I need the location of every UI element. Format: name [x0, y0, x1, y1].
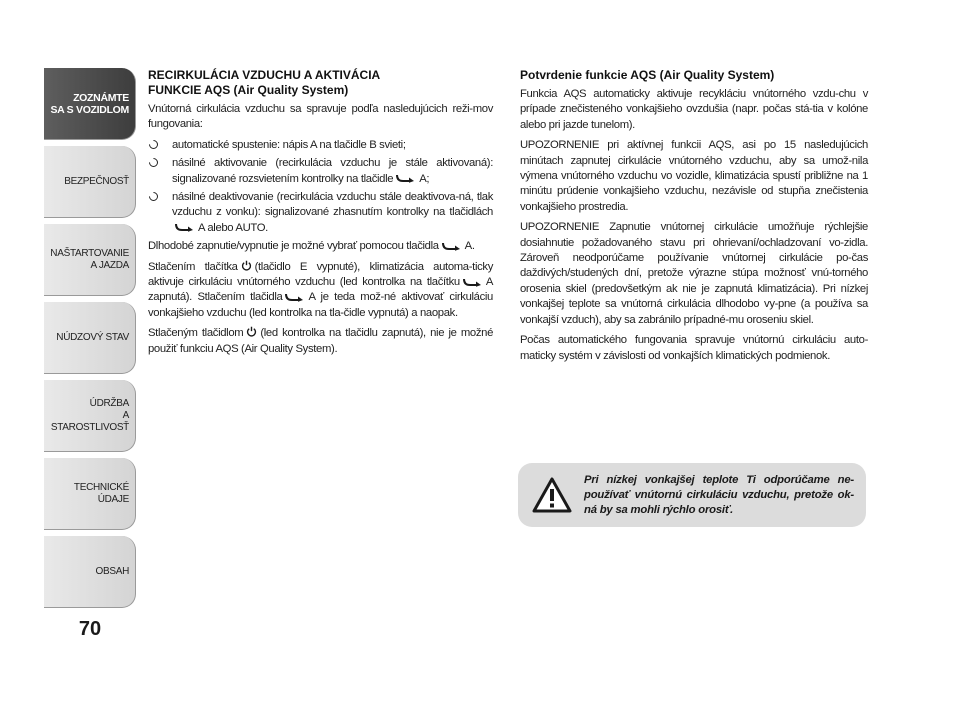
section-heading-aqs: Potvrdenie funkcie AQS (Air Quality System): [520, 68, 775, 82]
bullet-text-end: A;: [419, 172, 430, 185]
aqs-disabled-paragraph: [148, 326, 493, 357]
paragraph-text: A zapnutá). Stlačením tlačidla: [148, 276, 493, 304]
paragraph-text: Dlhodobé zapnutie/vypnutie je možné vybrať pomocou tlačidla: [148, 240, 439, 253]
paragraph-text-end: (led kontrolka na tlačidlu zapnutá), nie je možné použiť funkciu AQS (Air Quality System).: [148, 327, 494, 355]
bullet-icon: [147, 190, 160, 203]
page-number: 70: [78, 618, 102, 640]
mode-list: [148, 138, 493, 236]
paragraph-text-end: A je teda mož-né aktivovať cirkuláciu vonkajšieho vzduchu (led kontrolka na tla-čidle vypnutá) a naopak.: [148, 291, 493, 319]
warning-triangle-icon: [532, 477, 572, 513]
long-term-paragraph: [148, 239, 493, 254]
list-item: [148, 156, 493, 187]
recirculation-icon: [285, 293, 305, 302]
bullet-text: násilné deaktivovanie (recirkulácia vzduchu stále deaktivova-ná, tlak vzduchu z vonku): signalizované zhasnutím kontrolky na tlačidlách: [172, 191, 493, 219]
paragraph-text: (tlačidlo E vypnuté), klimatizácia automa-ticky aktivuje cirkuláciu vnútorného vzduchu (led kontrolka na tlačítku: [148, 260, 493, 289]
paragraph-text-end: A.: [464, 240, 475, 253]
power-icon: [241, 260, 252, 271]
list-item: [148, 190, 493, 236]
heading-line-1: RECIRKULÁCIA VZDUCHU A AKTIVÁCIA: [148, 68, 381, 82]
tab-nudzovy-stav[interactable]: NÚDZOVÝ STAV: [44, 302, 136, 374]
recirculation-icon: [396, 174, 416, 183]
heading-line-2: FUNKCIE AQS (Air Quality System): [148, 83, 349, 97]
bullet-text: násilné aktivovanie (recirkulácia vzduchu je stále aktivovaná): signalizované rozsvietením kontrolky na tlačidle: [172, 157, 493, 185]
recirculation-icon: [442, 242, 462, 251]
bullet-text-end: A alebo AUTO.: [198, 221, 268, 234]
warning-box: [518, 463, 866, 527]
left-column: [148, 68, 493, 362]
tab-bezpecnost[interactable]: BEZPEČNOSŤ: [44, 146, 136, 218]
bullet-icon: [147, 156, 160, 169]
tab-obsah[interactable]: OBSAH: [44, 536, 136, 608]
aqs-paragraph-3: UPOZORNENIE Zapnutie vnútornej cirkulácie umožňuje rýchlejšie dosiahnutie požadovaného stavu pri ohrievaní/ochladzovaní vo-zidla. Zároveň neodporúčame používanie vnútornej cirkulácie po-čas daždivých/studených dní, pretože výrazne stúpa možnosť vnú-torného orosenia skiel (predovšetkým ak nie je zapnutá klimatizácia). Pri nízkej vonkajšej teplote sa vnútorná cirkulácia dlhodobo vy-pne (a používa sa vonkajší vzduch), aby sa zabránilo prípadné-mu oroseniu skiel.: [520, 221, 868, 326]
aqs-paragraph-2: UPOZORNENIE pri aktívnej funkcii AQS, asi po 15 nasledujúcich minútach zapnutej cirkulácie vnútorného vzduchu, aby sa umož-nila výmena vnútorného vzduchu vo vozidle, klimatizácia spustí približne na 1 minútu prúdenie vonkajšieho vzduchu, nezávisle od stupňa znečistenia vonkajšieho prostredia.: [520, 139, 868, 213]
aqs-paragraph-4: Počas automatického fungovania spravuje vnútornú cirkuláciu auto-maticky systém v závislosti od vonkajších klimatických podmienok.: [520, 334, 868, 362]
recirculation-icon: [175, 223, 195, 232]
section-heading-recirculation: [148, 68, 493, 98]
right-column: [520, 68, 868, 369]
intro-paragraph: Vnútorná cirkulácia vzduchu sa spravuje podľa nasledujúcich reži-mov fungovania:: [148, 103, 493, 131]
power-icon: [246, 326, 257, 337]
paragraph-text: Stlačením tlačítka: [148, 260, 238, 273]
tab-nastartovanie[interactable]: NAŠTARTOVANIE A JAZDA: [44, 224, 136, 296]
list-item: [148, 138, 493, 153]
tab-technicke-udaje[interactable]: TECHNICKÉ ÚDAJE: [44, 458, 136, 530]
power-button-paragraph: [148, 260, 493, 322]
aqs-paragraph-1: Funkcia AQS automaticky aktivuje recykláciu vnútorného vzdu-chu v prípade znečisteného vonkajšieho ovzdušia (napr. počas stá-tia v kolóne alebo pri jazde tunelom).: [520, 88, 868, 131]
warning-text: Pri nízkej vonkajšej teplote Ti odporúčame ne-používať vnútornú cirkuláciu vzduchu, pretože ok-ná by sa mohli rýchlo orosiť.: [584, 473, 854, 516]
paragraph-text: Stlačeným tlačidlom: [148, 327, 244, 340]
bullet-icon: [147, 138, 160, 151]
tab-zoznamte-sa[interactable]: ZOZNÁMTE SA S VOZIDLOM: [44, 68, 136, 140]
bullet-text: automatické spustenie: nápis A na tlačidle B svieti;: [172, 138, 406, 151]
recirculation-icon: [463, 278, 483, 287]
chapter-tabs: [44, 68, 136, 614]
tab-udrzba[interactable]: ÚDRŽBA A STAROSTLIVOSŤ: [44, 380, 136, 452]
